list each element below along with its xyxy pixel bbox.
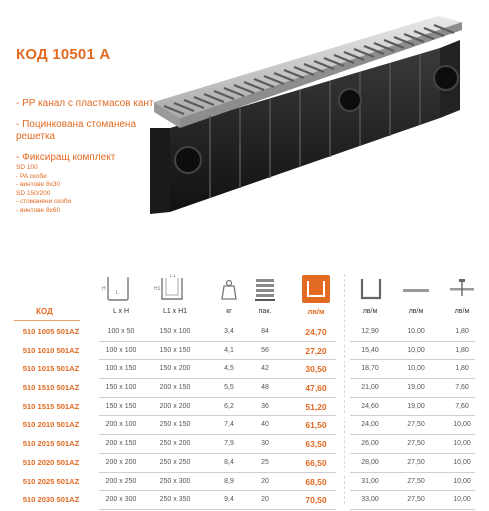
header-grating-price: лв/м	[408, 308, 424, 315]
cell-lxh: 200 x 100	[105, 421, 137, 429]
dim-l1-label: L1	[170, 274, 176, 279]
cell-code: 510 2010 501AZ	[22, 420, 80, 430]
dim-l-label: L	[116, 290, 119, 296]
cell-kg: 6,2	[224, 402, 234, 410]
cell-l1xh1: 250 x 350	[159, 496, 191, 504]
cell-bolt-price: 7,60	[455, 402, 469, 410]
table-row	[0, 342, 489, 361]
cell-grating-price: 27,50	[407, 458, 425, 466]
header-price: лв/м	[307, 307, 325, 316]
cell-pack: 40	[261, 421, 269, 429]
cell-price: 63,50	[305, 439, 327, 450]
table-row	[0, 360, 489, 379]
table-row	[0, 323, 489, 342]
kit-item: SD 150/200	[16, 189, 51, 197]
cell-price: 30,50	[305, 364, 327, 375]
cell-lxh: 200 x 200	[105, 458, 137, 466]
grating-icon	[401, 274, 431, 304]
cell-pack: 36	[261, 402, 269, 410]
cell-grating-price: 27,50	[407, 496, 425, 504]
cell-l1xh1: 250 x 150	[159, 421, 191, 429]
table-row	[0, 398, 489, 417]
table-row	[0, 416, 489, 435]
table-row	[0, 454, 489, 473]
end-cap-icon	[357, 274, 385, 304]
cell-end-cap-price: 15,40	[361, 346, 379, 354]
header-bolt-price: лв/м	[454, 308, 470, 315]
cell-bolt-price: 10,00	[453, 458, 471, 466]
cell-price: 51,20	[305, 401, 327, 412]
cell-kg: 4,5	[224, 365, 234, 373]
header-end-cap-price: лв/м	[362, 308, 378, 315]
kit-item: - винтове 8x60	[16, 206, 61, 214]
cell-l1xh1: 150 x 200	[159, 365, 191, 373]
cell-code: 510 1510 501AZ	[22, 383, 80, 393]
cell-bolt-price: 1,80	[455, 328, 469, 335]
cell-l1xh1: 250 x 300	[159, 477, 191, 485]
cell-pack: 20	[261, 477, 269, 485]
channel-dimension-icon	[100, 274, 140, 304]
fixing-bolt-icon	[448, 274, 476, 304]
header-kg: кг	[226, 308, 232, 315]
cell-pack: 30	[261, 440, 269, 448]
cell-end-cap-price: 24,00	[361, 421, 379, 429]
cell-grating-price: 27,50	[407, 440, 425, 448]
column-icons	[0, 274, 489, 304]
cell-pack: 84	[261, 328, 269, 335]
cell-end-cap-price: 24,60	[361, 402, 379, 410]
table-row	[0, 379, 489, 398]
cell-bolt-price: 10,00	[453, 477, 471, 485]
kit-item: - стоманени скоби	[16, 198, 72, 206]
cell-price: 61,50	[305, 420, 327, 431]
drainage-channel-image	[150, 0, 489, 260]
cell-kg: 9,4	[224, 496, 234, 504]
feature-list	[16, 98, 156, 216]
cell-pack: 56	[261, 346, 269, 354]
cell-l1xh1: 150 x 150	[159, 346, 191, 354]
header-divider	[14, 320, 80, 321]
cell-lxh: 100 x 150	[105, 365, 137, 373]
cell-grating-price: 19,00	[407, 384, 425, 392]
price-channel-icon	[300, 274, 332, 304]
feature-item: - PP канал с пластмасов кант	[16, 98, 154, 109]
cell-code: 510 2025 501AZ	[22, 476, 80, 486]
cell-lxh: 150 x 100	[105, 384, 137, 392]
cell-price: 27,20	[305, 345, 327, 356]
cell-kg: 4,1	[224, 346, 234, 354]
kit-item: - PA скоби	[16, 172, 47, 180]
kit-item: - винтове 8x30	[16, 181, 61, 189]
cell-lxh: 200 x 150	[105, 440, 137, 448]
cell-bolt-price: 1,80	[455, 346, 469, 354]
weight-icon	[219, 274, 239, 304]
cell-lxh: 200 x 300	[105, 496, 137, 504]
header-l1xh1: L1 x H1	[162, 308, 188, 315]
page-title: КОД 10501 А	[16, 46, 111, 63]
cell-end-cap-price: 12,90	[361, 328, 379, 335]
cell-code: 510 2015 501AZ	[22, 439, 80, 449]
dim-h-label: H	[102, 286, 106, 292]
cell-code: 510 2020 501AZ	[22, 457, 80, 467]
cell-kg: 7,4	[224, 421, 234, 429]
price-table	[0, 323, 489, 510]
cell-kg: 3,4	[224, 328, 234, 335]
cell-bolt-price: 1,80	[455, 365, 469, 373]
cell-end-cap-price: 31,00	[361, 477, 379, 485]
cell-end-cap-price: 26,00	[361, 440, 379, 448]
cell-kg: 8,9	[224, 477, 234, 485]
cell-code: 510 2030 501AZ	[22, 495, 80, 505]
cell-grating-price: 10,00	[407, 346, 425, 354]
cell-grating-price: 10,00	[407, 328, 425, 335]
cell-price: 70,50	[305, 495, 327, 506]
outer-dimension-icon	[152, 274, 192, 304]
cell-pack: 48	[261, 384, 269, 392]
cell-lxh: 100 x 100	[105, 346, 137, 354]
cell-end-cap-price: 18,70	[361, 365, 379, 373]
cell-lxh: 150 x 150	[105, 402, 137, 410]
cell-pack: 25	[261, 458, 269, 466]
header-pack: пак.	[258, 308, 272, 315]
cell-grating-price: 10,00	[407, 365, 425, 373]
table-row	[0, 473, 489, 492]
cell-code: 510 1015 501AZ	[22, 364, 80, 374]
table-row	[0, 435, 489, 454]
cell-bolt-price: 10,00	[453, 496, 471, 504]
cell-grating-price: 27,50	[407, 421, 425, 429]
cell-kg: 8,4	[224, 458, 234, 466]
cell-code: 510 1005 501AZ	[22, 327, 80, 336]
cell-l1xh1: 250 x 250	[159, 458, 191, 466]
cell-price: 47,60	[305, 383, 327, 394]
header-lxh: L x H	[112, 308, 130, 315]
cell-pack: 42	[261, 365, 269, 373]
cell-code: 510 1010 501AZ	[22, 345, 80, 355]
cell-price: 24,70	[305, 327, 327, 337]
cell-price: 66,50	[305, 457, 327, 468]
pallet-icon	[253, 274, 277, 304]
cell-bolt-price: 7,60	[455, 384, 469, 392]
cell-kg: 7,9	[224, 440, 234, 448]
cell-pack: 20	[261, 496, 269, 504]
header-code: КОД	[36, 307, 53, 316]
cell-grating-price: 19,00	[407, 402, 425, 410]
cell-l1xh1: 150 x 100	[159, 328, 191, 335]
cell-l1xh1: 200 x 150	[159, 384, 191, 392]
cell-grating-price: 27,50	[407, 477, 425, 485]
cell-l1xh1: 200 x 200	[159, 402, 191, 410]
row-divider	[99, 509, 475, 510]
dim-h1-label: H1	[154, 286, 161, 292]
cell-end-cap-price: 21,00	[361, 384, 379, 392]
cell-bolt-price: 10,00	[453, 421, 471, 429]
kit-item: SD 100	[16, 164, 38, 171]
feature-item: - Поцинкована стоманена решетка	[16, 119, 136, 142]
cell-end-cap-price: 33,00	[361, 496, 379, 504]
cell-lxh: 200 x 250	[105, 477, 137, 485]
cell-kg: 5,5	[224, 384, 234, 392]
cell-l1xh1: 250 x 200	[159, 440, 191, 448]
kit-title: - Фиксиращ комплект	[16, 152, 116, 163]
cell-lxh: 100 x 50	[107, 328, 135, 335]
table-header	[0, 304, 489, 320]
cell-end-cap-price: 28,00	[361, 458, 379, 466]
table-row	[0, 491, 489, 510]
cell-bolt-price: 10,00	[453, 440, 471, 448]
cell-price: 68,50	[305, 476, 327, 487]
cell-code: 510 1515 501AZ	[22, 401, 80, 411]
